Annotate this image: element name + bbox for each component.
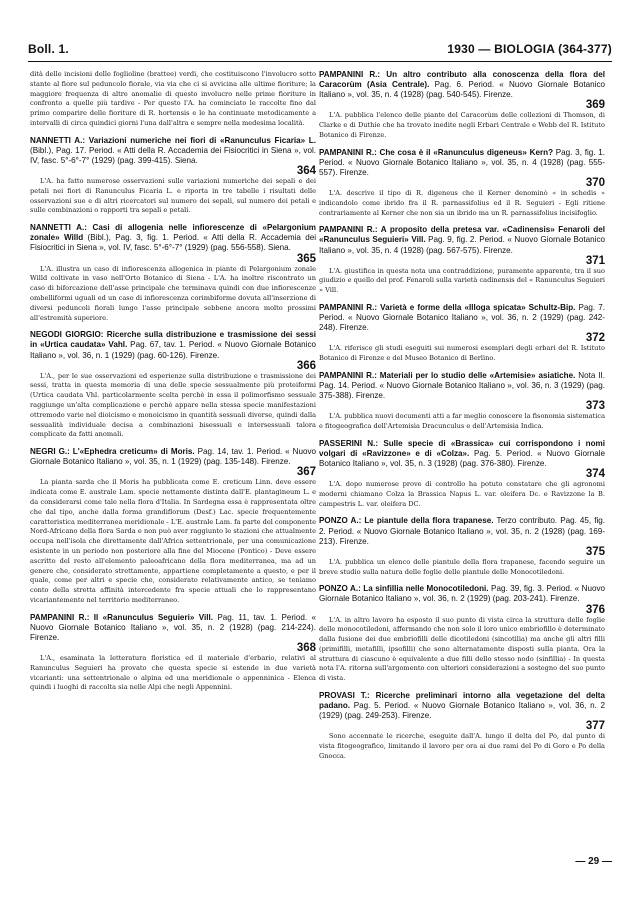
entry-abstract: L'A. in altro lavoro ha esposto il suo punto di vista circa la struttura delle foglie delle monocotiledoni, affermando che non solo il loro unico embriofillo è determinato dalla fusione dei due embriofilli delle dicotiledoni (sincotilia) ma anche gli altri filli (primifilli, metafilli, ipsofilli) che sono alternatamente disposti sulla pianta. Ora la struttura di ciascuno è equivalente a due filli dello stesso nodo (sinfillia) - In questa nota l'A. ritorna sull'argomento con ulteriori considerazioni a sostegno del suo punto di vista. — [319, 615, 605, 683]
bibliography-entry — [319, 225, 605, 296]
entry-number: 376 — [585, 603, 605, 616]
entry-number: 373 — [585, 400, 605, 413]
entry-number: 375 — [585, 545, 605, 558]
header-rule — [28, 61, 612, 62]
entry-heading — [30, 447, 316, 467]
entry-heading — [30, 223, 316, 253]
bibliography-entry — [319, 516, 605, 577]
entry-abstract: L'A. pubblica un elenco delle piantule della flora trapanese, facendo seguire un breve studio sulla natura delle foglie delle piantule delle Monocotiledoni. — [319, 557, 605, 576]
continued-abstract: dità delle incisioni delle foglioline (brattee) verdi, che costituiscono l'involucro sotto stante al fiore sul peduncolo fiorale, via via che ci si avvicina alle ultime fioriture; la maggiore frequenza di altre anomalie di questo involucro nelle prime fioriture in confronto a quelle più tardive - Per questo l'A. ha cominciato le raccolte fino dal primo comparire delle fioriture di R. hortensis e le ha continuate metodicamente a intervalli di circa quindici giorni l'una dall'altra e sempre nella medesima località. — [30, 70, 316, 127]
left-column — [30, 70, 316, 700]
bibliography-entry — [319, 70, 605, 141]
entry-citation: Nota II. Pag. 14. Period. « Nuovo Giornale Botanico Italiano », vol. 36, n. 3 (1929) (pag. 375-388). Firenze. — [319, 370, 606, 401]
page-number: — 29 — — [575, 856, 612, 867]
bibliography-entry — [319, 691, 605, 762]
entry-title: PONZO A.: Le piantule della flora trapanese. — [319, 516, 494, 526]
entry-number: 377 — [585, 720, 605, 733]
bibliography-entry — [319, 439, 605, 510]
entry-abstract: L'A. descrive il tipo di R. digeneus che il Kerner denominò « in schedis » indicandolo come ibrido fra il R. parnassifolius ed il R. Seguieri - Egli ritiene contrariamente al Kerner che non sia un ibrido ma un R. parnassifolius incisifoglio. — [319, 188, 605, 217]
entry-title: PAMPANINI R.: Il «Ranunculus Seguieri» Vill. — [30, 612, 213, 622]
entry-heading — [319, 70, 605, 100]
entry-heading — [319, 225, 605, 255]
entry-title: PAMPANINI R.: Un altro contributo alla conoscenza della flora del Caracorùm (Asia Centrale). — [319, 70, 605, 90]
entry-citation: Pag. 5. Period. « Nuovo Giornale Botanico Italiano », vol. 35, n. 3 (1928) (pag. 376-380). Firenze. — [319, 448, 606, 468]
bibliography-entry — [30, 330, 316, 440]
entry-citation: Pag. 6. Period. « Nuovo Giornale Botanico Italiano », vol. 35, n. 4 (1928) (pag. 540-545). Firenze. — [319, 80, 605, 100]
entry-citation: Pag. 67, tav. 1. Period. « Nuovo Giornale Botanico Italiano », vol. 36, n. 1 (1929) (pag. 60-126). Firenze. — [30, 340, 316, 360]
entry-heading — [319, 691, 605, 721]
entry-number: 367 — [296, 466, 316, 479]
entry-heading — [30, 136, 316, 166]
entry-heading — [30, 613, 316, 643]
entry-title: PAMPANINI R.: Varietà e forme della «Illoga spicata» Schultz-Bip. — [319, 303, 576, 313]
bibliography-entry — [319, 148, 605, 219]
entry-title: PASSERINI N.: Sulle specie di «Brassica» cui corrispondono i nomi volgari di «Ravizzone» e di «Colza». — [319, 438, 605, 458]
entry-title: NANNETTI A.: Variazioni numeriche nei fiori di «Ranunculus Ficaria» L. — [30, 135, 316, 145]
entry-heading — [319, 303, 605, 333]
right-column — [319, 70, 605, 769]
entry-title: NANNETTI A.: Casi di allogenia nelle infiorescenze di «Pelargonium zonale» Willd — [30, 223, 316, 243]
entry-number: 365 — [296, 252, 316, 265]
left-entries — [30, 136, 316, 693]
entry-citation: Pag. 11, tav. 1. Period. « Nuovo Giornale Botanico Italiano », vol. 35, n. 2 (1928) (pag. 214-224). Firenze. — [30, 612, 317, 642]
right-entries — [319, 70, 605, 762]
entry-heading — [319, 148, 605, 178]
entry-number: 368 — [296, 642, 316, 654]
entry-heading — [319, 439, 605, 469]
entry-heading — [319, 516, 605, 546]
bibliography-entry — [319, 584, 605, 684]
header-section-title: 1930 — BIOLOGIA (364-377) — [447, 42, 612, 56]
entry-citation: Terzo contributo. Pag. 45, fig. 2. Period. « Nuovo Giornale Botanico Italiano », vol. 35, n. 2 (1928) (pag. 169-213). Firenze. — [319, 516, 605, 546]
entry-citation: Pag. 9, fig. 2. Period. « Nuovo Giornale Botanico Italiano », vol. 35, n. 4 (1928) (pag. 567-575). Firenze. — [319, 235, 605, 255]
header-journal-name: Boll. 1. — [28, 42, 69, 56]
entry-abstract: L'A. illustra un caso di infiorescenza allogenica in piante di Pelargonium zonale Willd coltivate in vaso nell'Orto Botanico di Siena - L'A. ha inoltre riscontrato un caso di biforcazione dell'asse principale che terminava quindi con due infiorescenze ombelliformi uguali ed un caso di infiorescenza corimbiforme dovuta all'inserzione di diversi peduncoli fiorali lungo l'asse principale sebbene ancora molto prossimi all'estremità superiore. — [30, 264, 316, 322]
entry-citation: (Bibl.), Pag. 3, fig. 1. Period. « Atti della R. Accademia dei Fisiocritici in Siena », vol. IV, fasc. 5°-6°-7° (1929) (pag. 556-558). Siena. — [30, 233, 317, 253]
entry-number: 374 — [585, 468, 605, 481]
entry-title: NEGODI GIORGIO: Ricerche sulla distribuzione e trasmissione dei sessi in «Urtica caudata» Vahl. — [30, 330, 316, 350]
entry-number: 371 — [585, 254, 605, 267]
entry-abstract: L'A. giustifica in questa nota una contraddizione, puramente apparente, tra il suo giudizio e quello del prof. Fenaroli sulla varietà cadinensis del « Ranunculus Seguieri » Vill. — [319, 266, 605, 295]
entry-title: PAMPANINI R.: A proposito della pretesa var. «Cadinensis» Fenaroli del «Ranunculus Seguieri» Vill. — [319, 225, 605, 245]
bibliography-entry — [30, 223, 316, 323]
entry-abstract: L'A. ha fatto numerose osservazioni sulle variazioni numeriche dei sepali e dei petali nei fiori di Ranunculus Ficaria L. e riporta in tre tabelle i risultati delle osservazioni sue e di altri ricercatori sul numero dei sepali, sul numero dei petali e sulle combinazioni o rapporti tra sepali e petali. — [30, 177, 316, 215]
entry-heading — [30, 330, 316, 360]
entry-abstract: L'A. riferisce gli studi eseguiti sui numerosi esemplari degli erbari del R. Istituto Botanico di Firenze e del Museo Botanico di Berlino. — [319, 344, 605, 363]
entry-citation: Pag. 3, fig. 1. Period. « Nuovo Giornale Botanico Italiano », vol. 35, n. 4 (1928) (pag. 555-557). Firenze. — [319, 147, 605, 177]
entry-abstract: Sono accennate le ricerche, eseguite dall'A. lungo il delta del Po, dal punto di vista fitogeografico, limitando il lavoro per ora ai due rami del Po di Goro e Po della Gnocca. — [319, 732, 605, 760]
bibliography-entry — [319, 371, 605, 432]
entry-number: 369 — [585, 99, 605, 112]
bibliography-entry — [30, 613, 316, 693]
entry-citation: Pag. 14, tav. 1. Period. « Nuovo Giornale Botanico Italiano », vol. 35, n. 1 (1929) (pag. 135-148). Firenze. — [30, 447, 317, 467]
entry-citation: (Bibl.), Pag. 17. Period. « Atti della R. Accademia dei Fisiocritici in Siena », vol. IV, fasc. 5°-6°-7° (1929) (pag. 399-415). Siena. — [30, 145, 316, 165]
bibliography-entry — [30, 447, 316, 606]
entry-title: PAMPANINI R.: Materiali per lo studio delle «Artemisie» asiatiche. — [319, 370, 576, 380]
entry-abstract: L'A., per le sue osservazioni ed esperienze sulla distribuzione e trasmissione dei sessi, tratta in questa memoria di una delle specie sessualmente più proteiformi (Urtica caudata Vhl. particolarmente scelta perchè in essa il polimorfismo sessuale raggiunge un'alta complicazione e perchè appare nella stessa specie manifestazioni ottremodo varie nel dioicismo e monoicismo in quantità sessuali diverse, quindi dalla sessualità individuale decisa a combinazioni bisessuali e intersessuali talora complicate da fatti anomali. — [30, 371, 316, 439]
entry-citation: Pag. 7. Period. « Nuovo Giornale Botanico Italiano », vol. 36, n. 2 (1929) (pag. 242-248). Firenze. — [319, 303, 605, 333]
entry-title: PROVASI T.: Ricerche preliminari intorno alla vegetazione del delta padano. — [319, 691, 605, 711]
entry-abstract: L'A. pubblica nuovi documenti atti a far meglio conoscere la fisonomia sistematica e fitogeografica dell'Artemisia Dracunculus e dell'Artemisia Indica. — [319, 412, 606, 430]
entry-number: 366 — [296, 359, 316, 372]
entry-abstract: L'A., esaminata la letteratura floristica ed il materiale d'erbario, relativi al Ranunculus Seguieri ha provato che questa specie si estende in due varietà vicarianti: una settentrionale o alpina ed una meridionale o appenninica - Elenca quindi i luoghi di raccolta sia nelle Alpi che negli Appennini. — [30, 654, 316, 692]
bibliography-entry — [30, 136, 316, 216]
bibliography-entry — [319, 303, 605, 364]
entry-number: 364 — [296, 165, 316, 178]
entry-title: PAMPANINI R.: Che cosa è il «Ranunculus digeneus» Kern? — [319, 147, 554, 157]
entry-title: NEGRI G.: L'«Ephedra creticum» di Moris. — [30, 447, 195, 457]
entry-citation: Pag. 39, fig. 3. Period. « Nuovo Giornale Botanico Italiano », vol. 36, n. 2 (1929) (pag. 203-241). Firenze. — [319, 584, 605, 604]
entry-title: PONZO A.: La sinfillia nelle Monocotiledoni. — [319, 584, 489, 594]
entry-citation: Pag. 5. Period. « Nuovo Giornale Botanico Italiano », vol. 36, n. 2 (1929) (pag. 249-253). Firenze. — [319, 701, 606, 721]
entry-heading — [319, 584, 605, 604]
entry-heading — [319, 371, 605, 401]
entry-abstract: L'A. dopo numerose prove di controllo ha potuto constatare che gli agronomi moderni chiamano Colza la Brassica Napus L. var. oleifera Dc. e Ravizzone la B. campestris L. var. oleifera DC. — [319, 480, 605, 508]
entry-number: 370 — [585, 176, 605, 189]
entry-number: 372 — [585, 332, 605, 345]
entry-abstract: L'A. pubblica l'elenco delle piante del Caracorùm delle collezioni di Thomson, di Clarke e di Duthie che ha trovato inedite negli Erbari Centrale e Webb del R. Istituto Botanico di Firenze. — [319, 111, 605, 139]
entry-abstract: La pianta sarda che il Moris ha pubblicata come E. creticum Linn. deve essere indicata come E. australe Lam. specie nettamente distinta dall'E. plantagineum L. e da considerarsi come tale nella flora d'Italia. In Sardegna essa è rappresentata oltre che dal tipo, anche dalla forma grandiflorum (Desf.) Lac. specie frequentemente caratteristica mediterranea meridionale - L'E. australe Lam. fa parte del componente Nord-Africano della flora Sarda e non può aver raggiunto le stazioni che attualmente occupa nell'isola che direttamente dall'Africa settentrionale, per una comunicazione esistente in un periodo non posteriore alla fine del Miocene (Pontico) - Deve essere ascritto del resto all'elemento paleoafricano della flora mediterranea, ma ad un genere che, considerato strettamente, appartiene completamente a questo, e per il quale, come per altri e specie che, considerato relativamente antico, se teniamo conto della stretta affinità intercedente fra specie attuali che lo rappresentano vicariantemente nel territorio mediterraneo. — [30, 478, 316, 604]
